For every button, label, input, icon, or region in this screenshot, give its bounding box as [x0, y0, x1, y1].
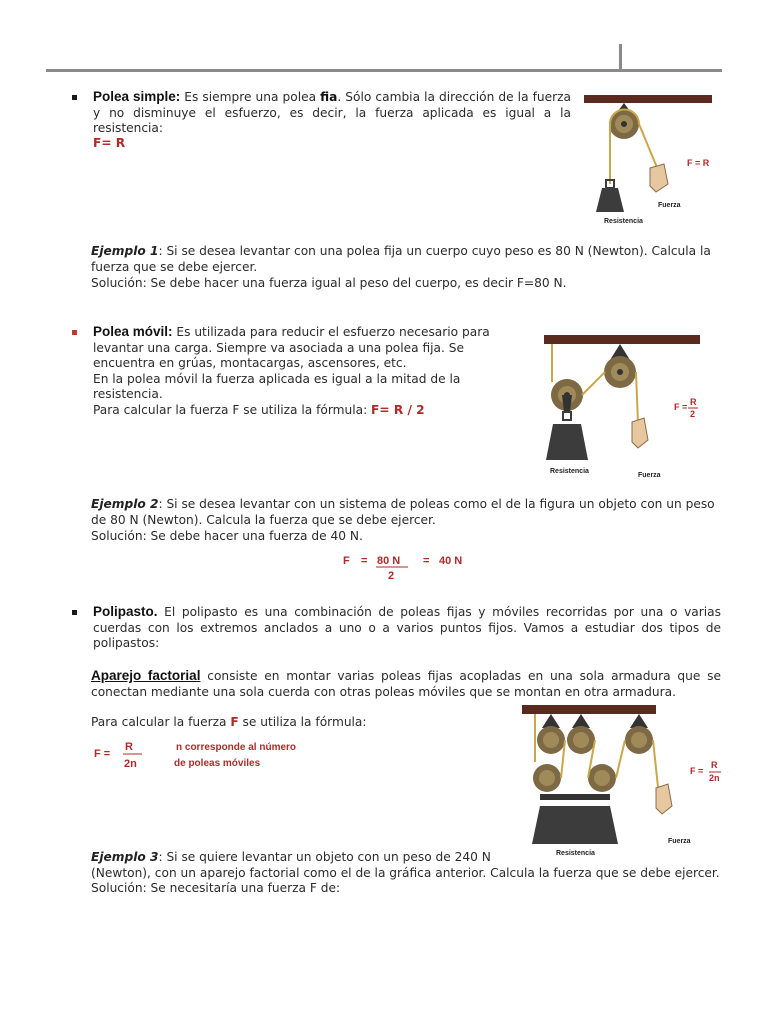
aparejo-formula-f: F	[230, 715, 239, 729]
calc-den: 2	[388, 570, 395, 582]
fig3-fuerza-label: Fuerza	[668, 838, 691, 845]
ejemplo-3-paragraph	[91, 850, 721, 897]
fig3-resistencia-label: Resistencia	[556, 850, 595, 857]
fixed-pulley-figure	[580, 92, 720, 227]
polea-movil-term: Polea móvil:	[93, 324, 173, 339]
fig3-num: R	[711, 760, 718, 770]
aparejo-formula-num: R	[125, 741, 133, 753]
ejemplo-2-text: : Si se desea levantar con un sistema de poleas como el de la figura un objeto con un peso de 80 N (Newton). Calcula la fuerza que se debe ejercer.	[91, 497, 715, 527]
ejemplo-3-line-1: : Si se quiere levantar un objeto con un peso de 240 N	[158, 850, 491, 864]
ejemplo-2-calculation	[335, 550, 485, 584]
ejemplo-1-label: Ejemplo 1	[91, 244, 159, 258]
polea-simple-fija: fia	[320, 90, 338, 104]
polea-simple-term: Polea simple:	[93, 89, 181, 104]
polea-movil-line-3: encuentra en grúas, montacargas, ascensores, etc.	[93, 356, 407, 371]
ejemplo-1-paragraph	[91, 244, 721, 275]
solucion-1: Solución: Se debe hacer una fuerza igual al peso del cuerpo, es decir F=80 N.	[91, 276, 567, 290]
aparejo-formula-den: 2n	[124, 758, 137, 770]
aparejo-term: Aparejo factorial	[91, 668, 201, 683]
aparejo-formula	[90, 735, 330, 775]
calc-eq-1: =	[361, 555, 368, 567]
polea-movil-paragraph	[93, 324, 523, 419]
polea-movil-line-5: resistencia.	[93, 387, 163, 402]
aparejo-formula-intro-a: Para calcular la fuerza	[91, 715, 231, 729]
aparejo-paragraph	[91, 668, 721, 700]
bullet-icon	[72, 95, 77, 100]
fig3-f: F =	[690, 766, 704, 776]
aparejo-formula-note-2: de poleas móviles	[174, 758, 261, 769]
polea-simple-paragraph	[93, 89, 571, 137]
fig2-den: 2	[690, 409, 696, 419]
polea-simple-formula: F= R	[93, 136, 126, 150]
ejemplo-3-line-2: (Newton), con un aparejo factorial como el de la gráfica anterior. Calcula la fuerza que se debe ejercer.	[91, 865, 720, 880]
fig2-fuerza-label: Fuerza	[638, 472, 661, 479]
solucion-3: Solución: Se necesitaría una fuerza F de:	[91, 881, 341, 896]
polea-movil-line-2: levantar una carga. Siempre va asociada a una polea fija. Se	[93, 340, 465, 355]
bullet-icon	[72, 610, 77, 615]
ejemplo-1-text: : Si se desea levantar con una polea fija un cuerpo cuyo peso es 80 N (Newton). Calcula la fuerza que se debe ejercer.	[91, 244, 711, 274]
polea-movil-line-4: En la polea móvil la fuerza aplicada es igual a la mitad de la	[93, 371, 461, 386]
fig2-resistencia-label: Resistencia	[550, 468, 589, 475]
ejemplo-2-label: Ejemplo 2	[91, 497, 159, 511]
polea-simple-text-b: . Sólo cambia la dirección de la fuerza y no disminuye el esfuerzo, es decir, la fuerza aplicada es igual a la resistencia:	[93, 90, 571, 136]
fig2-num: R	[690, 397, 697, 407]
fig1-formula: F = R	[687, 158, 710, 168]
fig1-resistencia-label: Resistencia	[604, 218, 643, 225]
polipasto-term: Polipasto.	[93, 604, 158, 619]
aparejo-formula-intro	[91, 715, 511, 731]
movable-pulley-figure	[540, 332, 710, 482]
aparejo-factorial-figure	[522, 702, 722, 862]
bullet-icon	[72, 330, 77, 335]
header-tick	[619, 44, 622, 71]
aparejo-formula-f-label: F =	[94, 748, 111, 760]
aparejo-formula-note-1: n corresponde al número	[176, 742, 297, 753]
fig3-den: 2n	[709, 773, 720, 783]
fig2-f: F =	[674, 402, 688, 412]
ejemplo-3-label: Ejemplo 3	[91, 850, 159, 864]
polea-movil-line-6: Para calcular la fuerza F se utiliza la fórmula:	[93, 402, 372, 417]
ejemplo-2-paragraph	[91, 497, 721, 528]
fig1-fuerza-label: Fuerza	[658, 202, 681, 209]
polipasto-text: El polipasto es una combinación de poleas fijas y móviles recorridas por una o varias cuerdas con los extremos anclados a uno o a varios puntos fijos. Vamos a estudiar dos tipos de polipastos:	[93, 605, 721, 651]
aparejo-text: consiste en montar varias poleas fijas acopladas en una sola armadura que se conectan mediante una sola cuerda con otras poleas móviles que se montan en otra armadura.	[91, 669, 722, 699]
polea-movil-line-1: Es utilizada para reducir el esfuerzo necesario para	[172, 325, 490, 339]
polea-movil-formula: F= R / 2	[371, 402, 425, 417]
calc-eq-2: =	[423, 555, 430, 567]
calc-f: F	[343, 555, 350, 567]
calc-result: 40 N	[439, 555, 463, 567]
aparejo-formula-intro-b: se utiliza la fórmula:	[238, 715, 367, 729]
polipasto-paragraph	[93, 604, 721, 652]
polea-simple-text-a: Es siempre una polea	[180, 90, 321, 104]
solucion-2: Solución: Se debe hacer una fuerza de 40 N.	[91, 529, 363, 543]
calc-num: 80 N	[377, 555, 401, 567]
